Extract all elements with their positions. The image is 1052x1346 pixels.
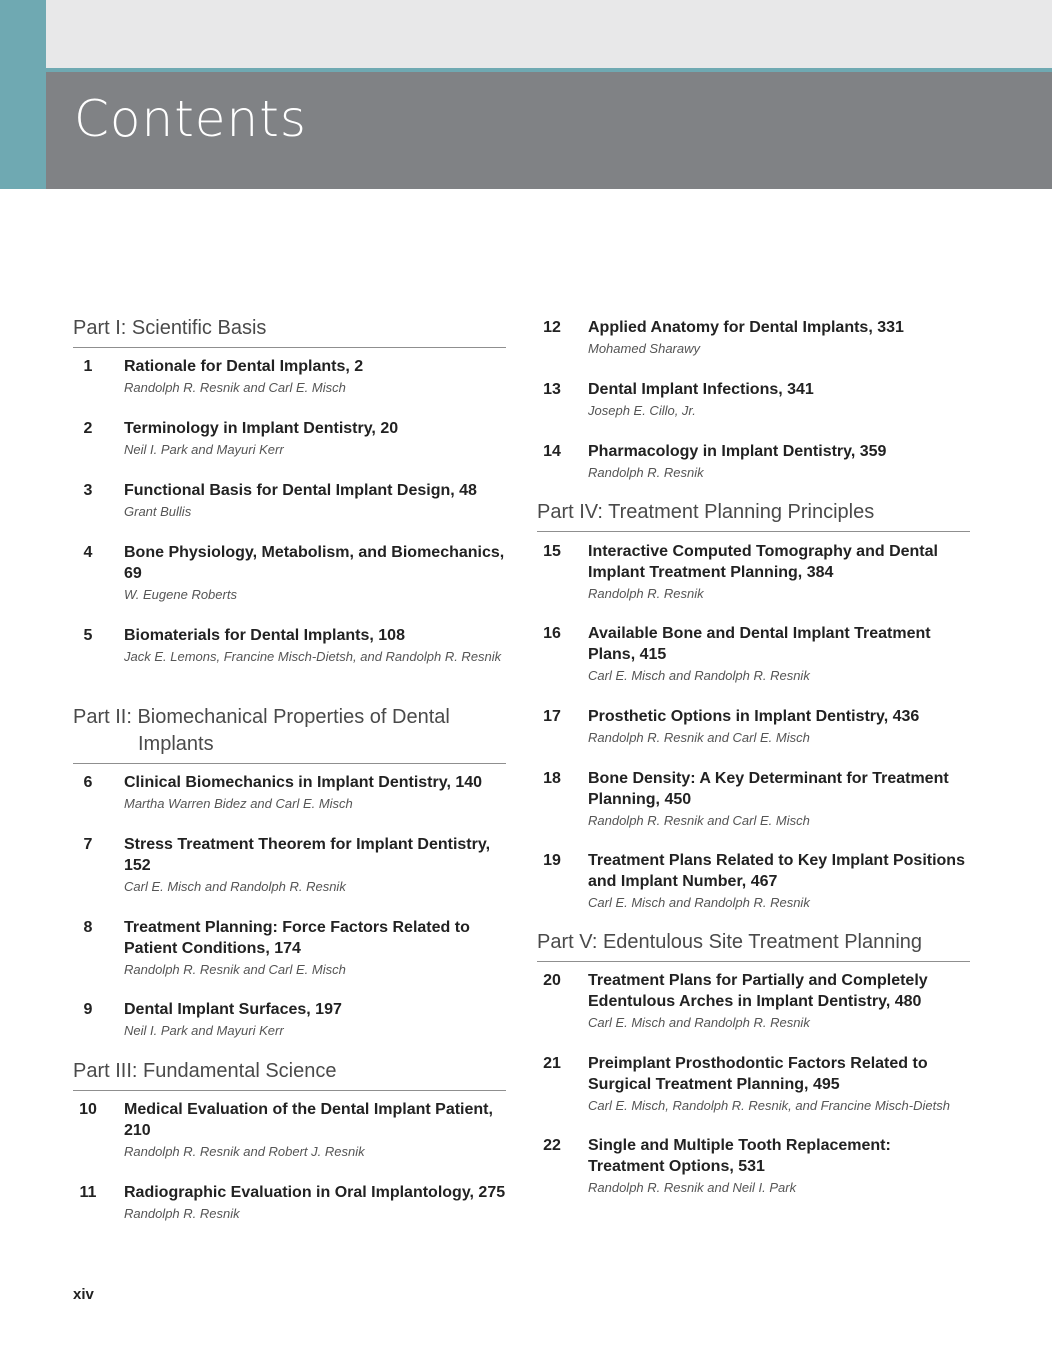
chapter-authors: Randolph R. Resnik bbox=[588, 586, 704, 601]
chapter-authors: Carl E. Misch and Randolph R. Resnik bbox=[588, 1015, 810, 1030]
chapter-entry[interactable] bbox=[537, 850, 970, 913]
chapter-authors: Carl E. Misch, Randolph R. Resnik, and Francine Misch-Dietsh bbox=[588, 1098, 950, 1113]
chapter-title[interactable]: Functional Basis for Dental Implant Design, 48 bbox=[124, 482, 477, 499]
chapter-authors: Neil I. Park and Mayuri Kerr bbox=[124, 442, 284, 457]
chapter-authors: Martha Warren Bidez and Carl E. Misch bbox=[124, 796, 353, 811]
chapter-authors: Carl E. Misch and Randolph R. Resnik bbox=[588, 668, 810, 683]
chapter-authors: Neil I. Park and Mayuri Kerr bbox=[124, 1023, 284, 1038]
chapter-authors: Randolph R. Resnik and Carl E. Misch bbox=[588, 813, 810, 828]
chapter-authors: Randolph R. Resnik and Carl E. Misch bbox=[124, 380, 346, 395]
chapter-number: 6 bbox=[83, 774, 93, 791]
chapter-title[interactable]: Interactive Computed Tomography and Dental Implant Treatment Planning, 384 bbox=[588, 543, 938, 581]
chapter-authors: Joseph E. Cillo, Jr. bbox=[588, 403, 696, 418]
chapter-authors: Mohamed Sharawy bbox=[588, 341, 700, 356]
chapter-entry[interactable] bbox=[73, 917, 506, 980]
chapter-entry[interactable] bbox=[537, 706, 970, 748]
chapter-authors: Randolph R. Resnik and Robert J. Resnik bbox=[124, 1144, 365, 1159]
chapter-number: 1 bbox=[83, 358, 93, 375]
chapter-authors: Randolph R. Resnik and Carl E. Misch bbox=[124, 962, 346, 977]
chapter-authors: Carl E. Misch and Randolph R. Resnik bbox=[588, 895, 810, 910]
chapter-entry[interactable] bbox=[537, 970, 970, 1033]
chapter-entry[interactable] bbox=[73, 999, 506, 1041]
accent-bar bbox=[0, 0, 46, 189]
chapter-entry[interactable] bbox=[73, 418, 506, 460]
chapter-entry[interactable] bbox=[73, 625, 506, 667]
chapter-entry[interactable] bbox=[73, 480, 506, 522]
chapter-number: 18 bbox=[543, 770, 561, 787]
part-title: Part IV: Treatment Planning Principles bbox=[537, 501, 875, 523]
chapter-title[interactable]: Stress Treatment Theorem for Implant Dentistry, 152 bbox=[124, 836, 491, 874]
chapter-title[interactable]: Rationale for Dental Implants, 2 bbox=[124, 358, 364, 375]
chapter-number: 13 bbox=[543, 381, 561, 398]
chapter-title[interactable]: Terminology in Implant Dentistry, 20 bbox=[124, 420, 399, 437]
chapter-entry[interactable] bbox=[537, 317, 970, 359]
part-title: Part I: Scientific Basis bbox=[73, 317, 267, 339]
chapter-number: 20 bbox=[543, 972, 561, 989]
top-strip bbox=[0, 0, 1052, 68]
chapter-number: 12 bbox=[543, 319, 561, 336]
chapter-number: 15 bbox=[543, 543, 561, 560]
chapter-entry[interactable] bbox=[73, 1182, 506, 1224]
chapter-number: 17 bbox=[543, 708, 561, 725]
chapter-number: 14 bbox=[543, 443, 561, 460]
chapter-number: 2 bbox=[83, 420, 93, 437]
chapter-authors: W. Eugene Roberts bbox=[124, 587, 237, 602]
chapter-entry[interactable] bbox=[537, 1053, 970, 1116]
chapter-authors: Carl E. Misch and Randolph R. Resnik bbox=[124, 879, 346, 894]
chapter-entry[interactable] bbox=[537, 379, 970, 421]
chapter-authors: Jack E. Lemons, Francine Misch-Dietsh, and Randolph R. Resnik bbox=[124, 649, 502, 664]
chapter-title[interactable]: Radiographic Evaluation in Oral Implantology, 275 bbox=[124, 1184, 506, 1201]
part-heading bbox=[73, 704, 506, 764]
part-heading bbox=[73, 315, 506, 348]
chapter-number: 4 bbox=[83, 544, 93, 561]
part-title: Part II: Biomechanical Properties of Dental Implants bbox=[73, 706, 450, 755]
chapter-number: 10 bbox=[79, 1101, 97, 1118]
chapter-authors: Randolph R. Resnik and Carl E. Misch bbox=[588, 730, 810, 745]
chapter-number: 5 bbox=[83, 627, 93, 644]
chapter-number: 8 bbox=[83, 919, 93, 936]
chapter-number: 21 bbox=[543, 1055, 561, 1072]
chapter-number: 7 bbox=[83, 836, 93, 853]
chapter-title[interactable]: Available Bone and Dental Implant Treatment Plans, 415 bbox=[588, 625, 931, 663]
chapter-title[interactable]: Dental Implant Infections, 341 bbox=[588, 381, 814, 398]
chapter-authors: Randolph R. Resnik and Neil I. Park bbox=[588, 1180, 797, 1195]
chapter-entry[interactable] bbox=[73, 772, 506, 814]
page-number: xiv bbox=[73, 1286, 94, 1303]
chapter-title[interactable]: Bone Density: A Key Determinant for Treatment Planning, 450 bbox=[588, 770, 949, 808]
page-title: Contents bbox=[74, 90, 307, 148]
chapter-entry[interactable] bbox=[537, 1135, 970, 1198]
chapter-entry[interactable] bbox=[537, 623, 970, 686]
chapter-title[interactable]: Treatment Plans Related to Key Implant Positions and Implant Number, 467 bbox=[588, 852, 965, 890]
chapter-title[interactable]: Single and Multiple Tooth Replacement: Treatment Options, 531 bbox=[588, 1137, 891, 1175]
chapter-entry[interactable] bbox=[537, 441, 970, 483]
chapter-authors: Randolph R. Resnik bbox=[124, 1206, 240, 1221]
chapter-authors: Grant Bullis bbox=[124, 504, 192, 519]
chapter-title[interactable]: Preimplant Prosthodontic Factors Related to Surgical Treatment Planning, 495 bbox=[588, 1055, 928, 1093]
chapter-entry[interactable] bbox=[73, 1099, 506, 1162]
part-heading bbox=[537, 499, 970, 532]
chapter-entry[interactable] bbox=[73, 542, 506, 605]
header-rule bbox=[46, 68, 1052, 72]
chapter-title[interactable]: Biomaterials for Dental Implants, 108 bbox=[124, 627, 405, 644]
chapter-title[interactable]: Treatment Plans for Partially and Completely Edentulous Arches in Implant Dentistry, 480 bbox=[588, 972, 928, 1010]
chapter-number: 9 bbox=[83, 1001, 93, 1018]
chapter-title[interactable]: Applied Anatomy for Dental Implants, 331 bbox=[588, 319, 904, 336]
chapter-title[interactable]: Medical Evaluation of the Dental Implant Patient, 210 bbox=[124, 1101, 493, 1139]
chapter-title[interactable]: Prosthetic Options in Implant Dentistry, 436 bbox=[588, 708, 920, 725]
part-heading bbox=[537, 929, 970, 962]
chapter-number: 11 bbox=[79, 1184, 97, 1201]
chapter-authors: Randolph R. Resnik bbox=[588, 465, 704, 480]
chapter-title[interactable]: Dental Implant Surfaces, 197 bbox=[124, 1001, 342, 1018]
chapter-entry[interactable] bbox=[537, 768, 970, 831]
chapter-title[interactable]: Clinical Biomechanics in Implant Dentistry, 140 bbox=[124, 774, 483, 791]
part-title: Part V: Edentulous Site Treatment Planning bbox=[537, 931, 923, 953]
chapter-entry[interactable] bbox=[73, 356, 506, 398]
chapter-number: 16 bbox=[543, 625, 561, 642]
part-heading bbox=[73, 1058, 506, 1091]
chapter-number: 19 bbox=[543, 852, 561, 869]
chapter-title[interactable]: Bone Physiology, Metabolism, and Biomechanics, 69 bbox=[124, 544, 505, 582]
chapter-entry[interactable] bbox=[73, 834, 506, 897]
chapter-number: 3 bbox=[83, 482, 93, 499]
chapter-title[interactable]: Pharmacology in Implant Dentistry, 359 bbox=[588, 443, 887, 460]
chapter-title[interactable]: Treatment Planning: Force Factors Related to Patient Conditions, 174 bbox=[124, 919, 470, 957]
chapter-number: 22 bbox=[543, 1137, 561, 1154]
chapter-entry[interactable] bbox=[537, 541, 970, 604]
part-title: Part III: Fundamental Science bbox=[73, 1060, 337, 1082]
